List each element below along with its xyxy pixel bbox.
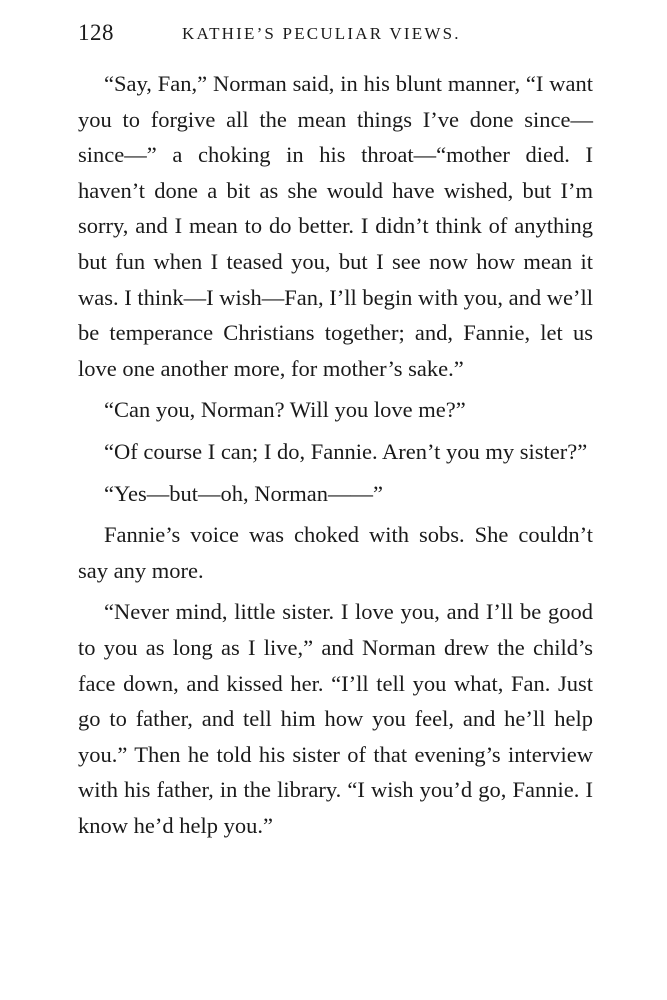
page-number: 128: [78, 20, 114, 45]
paragraph: “Never mind, little sister. I love you, and I’ll be good to you as long as I live,” and Norman drew the child’s face down, and kissed her. “I’ll tell you what, Fan. Just go to father, and tell him how you feel, and he’ll help you.” Then he told his sister of that evening’s interview with his father, in the library. “I wish you’d go, Fannie. I know he’d help you.”: [78, 599, 593, 838]
running-title: KATHIE’S PECULIAR VIEWS.: [182, 24, 461, 43]
paragraph: “Say, Fan,” Norman said, in his blunt manner, “I want you to forgive all the mean things I’ve done since—since—” a choking in his throat—“mother died. I haven’t done a bit as she would have wished, but I’m sorry, and I mean to do better. I didn’t think of anything but fun when I teased you, but I see now how mean it was. I think—I wish—Fan, I’ll begin with you, and we’ll be temperance Christians together; and, Fannie, let us love one another more, for mother’s sake.”: [78, 71, 593, 381]
body-text: [78, 66, 593, 843]
paragraph: “Yes—but—oh, Norman——”: [104, 480, 383, 506]
paragraph: “Can you, Norman? Will you love me?”: [104, 397, 466, 423]
paragraph: “Of course I can; I do, Fannie. Aren’t you my sister?”: [104, 438, 588, 464]
paragraph: Fannie’s voice was choked with sobs. She couldn’t say any more.: [78, 522, 593, 583]
running-head: [78, 20, 593, 54]
